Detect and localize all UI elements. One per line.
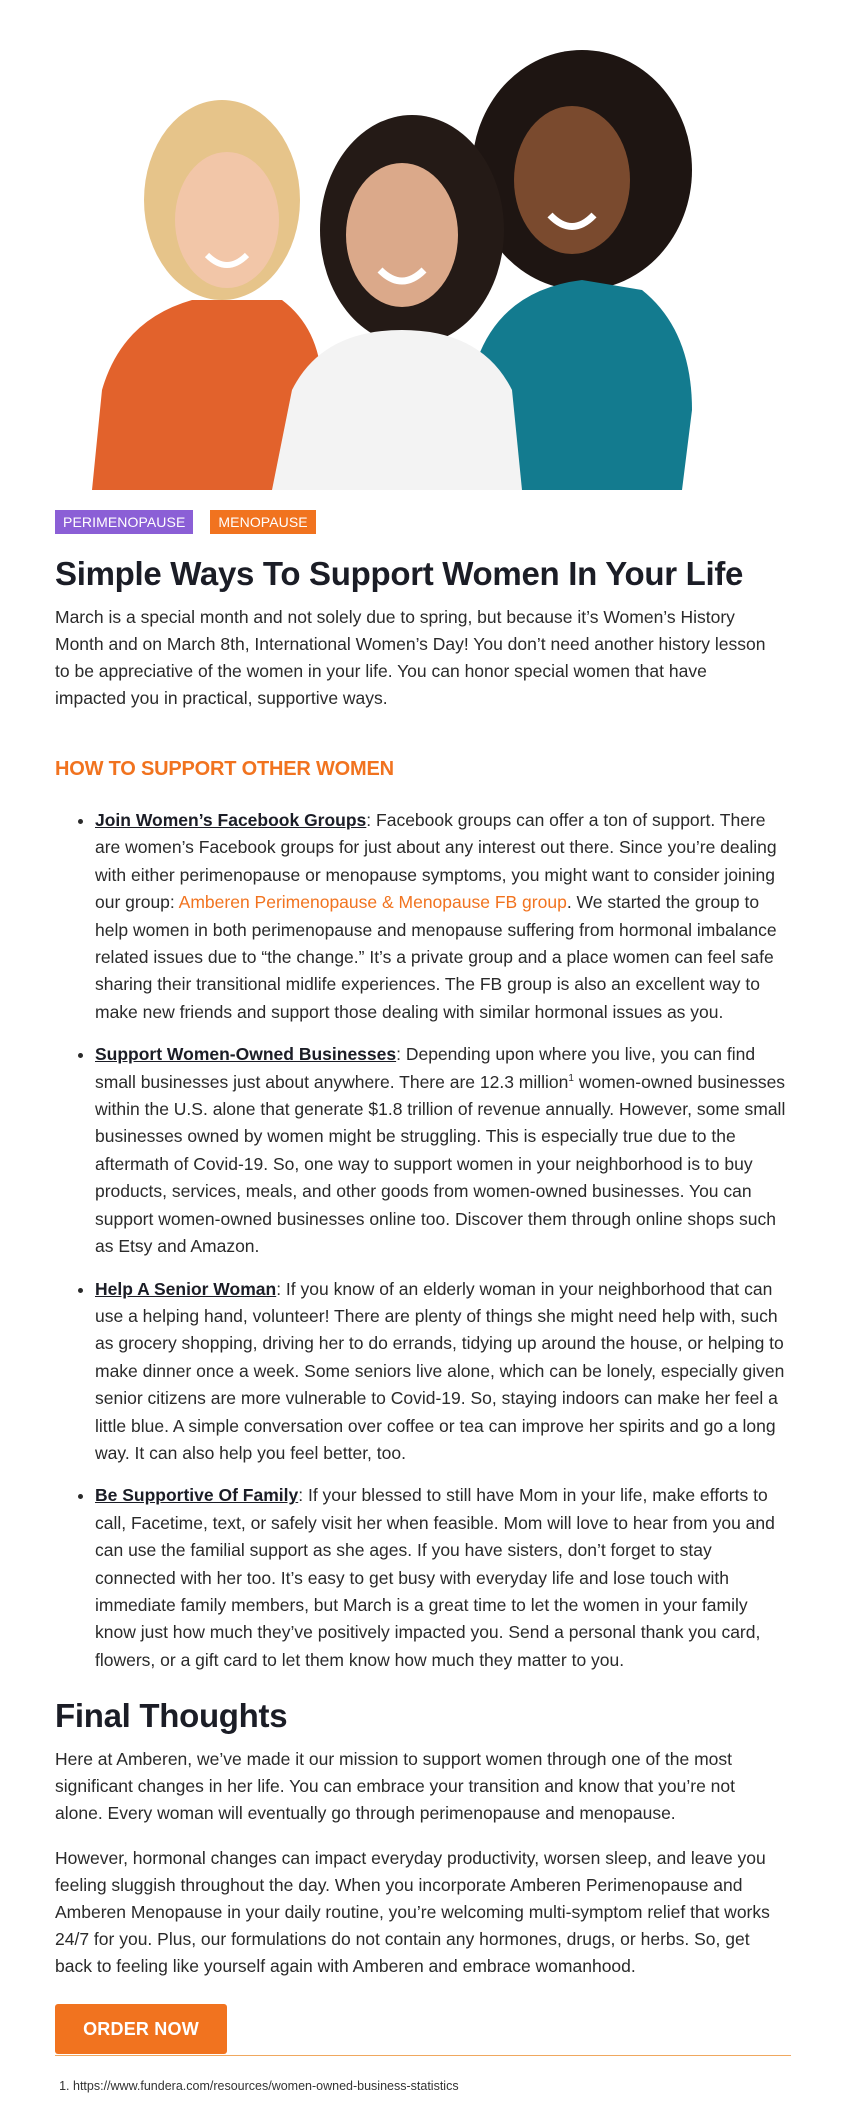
tip-text: : If you know of an elderly woman in your neighborhood that can use a helping hand, volunteer! There are plenty of things she might need help with, such as grocery shopping, driving her to do errands, tidying up around the house, or helping to make dinner once a week. Some seniors live alone, which can be lonely, especially given senior citizens are more vulnerable to Covid-19. So, staying indoors can make her feel a little blue. A simple conversation over coffee or tea can improve her spirits and go a long way. It can also help you feel better, too. bbox=[95, 1278, 785, 1463]
list-item bbox=[95, 1276, 790, 1468]
facebook-group-link[interactable]: Amberen Perimenopause & Menopause FB group bbox=[178, 892, 567, 913]
list-item bbox=[95, 807, 790, 1026]
list-item bbox=[95, 1482, 790, 1674]
tag-menopause[interactable]: MENOPAUSE bbox=[210, 510, 315, 534]
face-shape bbox=[514, 106, 630, 254]
footnotes bbox=[55, 2078, 459, 2094]
article-content bbox=[55, 550, 790, 2054]
list-item bbox=[95, 1041, 790, 1260]
footnote-divider bbox=[55, 2055, 791, 2056]
tip-text: : Facebook groups can offer a ton of support. There are women’s Facebook groups for just about any interest out there. Since you’re dealing with either perimenopause or menopause symptoms, you might want to consider joining our group: bbox=[95, 810, 777, 913]
final-thoughts-heading: Final Thoughts bbox=[55, 1697, 288, 1735]
hero-image bbox=[82, 30, 758, 490]
tip-text: . We started the group to help women in both perimenopause and menopause suffering from hormonal imbalance related issues due to “the change.” It’s a private group and a place women can feel safe sharing their transitional midlife experiences. The FB group is also an excellent way to make new friends and support those dealing with similar hormonal issues as you. bbox=[95, 892, 777, 1022]
face-shape bbox=[346, 163, 458, 307]
tip-text: : If your blessed to still have Mom in your life, make efforts to call, Facetime, text, or safely visit her when feasible. Mom will love to hear from you and can use the familial support as she ages. If you have sisters, don’t forget to stay connected with her too. It’s easy to get busy with everyday life and lose touch with immediate family members, but March is a great time to let the women in your family know just how much they’ve positively impacted you. Send a personal thank you card, flowers, or a gift card to let them know how much they matter to you. bbox=[95, 1485, 775, 1670]
tip-title-link[interactable]: Be Supportive Of Family bbox=[95, 1485, 299, 1506]
section-heading: HOW TO SUPPORT OTHER WOMEN bbox=[55, 758, 394, 780]
tip-title-link[interactable]: Join Women’s Facebook Groups bbox=[95, 810, 367, 830]
intro-paragraph: March is a special month and not solely due to spring, but because it’s Women’s History Month and on March 8th, International Women’s Day! You don’t need another history lesson to be appreciative of the women in your life. You can honor special women that have impacted you in practical, supportive ways. bbox=[55, 607, 766, 708]
final-paragraph: However, hormonal changes can impact everyday productivity, worsen sleep, and leave you feeling sluggish throughout the day. When you incorporate Amberen Perimenopause and Amberen Menopause in your daily routine, you’re welcoming multi-symptom relief that works 24/7 for you. Plus, our formulations do not contain any hormones, drugs, or herbs. So, get back to feeling like yourself again with Amberen and embrace womanhood. bbox=[55, 1848, 770, 1977]
order-now-button[interactable]: ORDER NOW bbox=[55, 2004, 227, 2054]
footnote-item[interactable]: 1. https://www.fundera.com/resources/women-owned-business-statistics bbox=[73, 2078, 459, 2094]
tip-text: women-owned businesses within the U.S. alone that generate $1.8 trillion of revenue annually. However, some small businesses owned by women might be struggling. This is especially true due to the aftermath of Covid-19. So, one way to support women in your neighborhood is to buy products, services, meals, and other goods from women-owned businesses. You can support women-owned businesses online too. Discover them through online shops such as Etsy and Amazon. bbox=[95, 1071, 786, 1257]
tip-title-link[interactable]: Help A Senior Woman bbox=[95, 1278, 277, 1299]
category-tags bbox=[55, 510, 316, 534]
women-photo-illustration bbox=[82, 30, 758, 490]
tip-text: : Depending upon where you live, you can find small businesses just about anywhere. There are 12.3 million bbox=[95, 1044, 756, 1092]
tips-list bbox=[55, 807, 790, 1674]
final-paragraph: Here at Amberen, we’ve made it our mission to support women through one of the most significant changes in her life. You can embrace your transition and know that you’re not alone. Every woman will eventually go through perimenopause and menopause. bbox=[55, 1749, 735, 1824]
tag-perimenopause[interactable]: PERIMENOPAUSE bbox=[55, 510, 193, 534]
footnote-ref[interactable]: 1 bbox=[568, 1072, 574, 1084]
tip-title-link[interactable]: Support Women-Owned Businesses bbox=[95, 1044, 397, 1065]
page-title: Simple Ways To Support Women In Your Life bbox=[55, 555, 744, 592]
